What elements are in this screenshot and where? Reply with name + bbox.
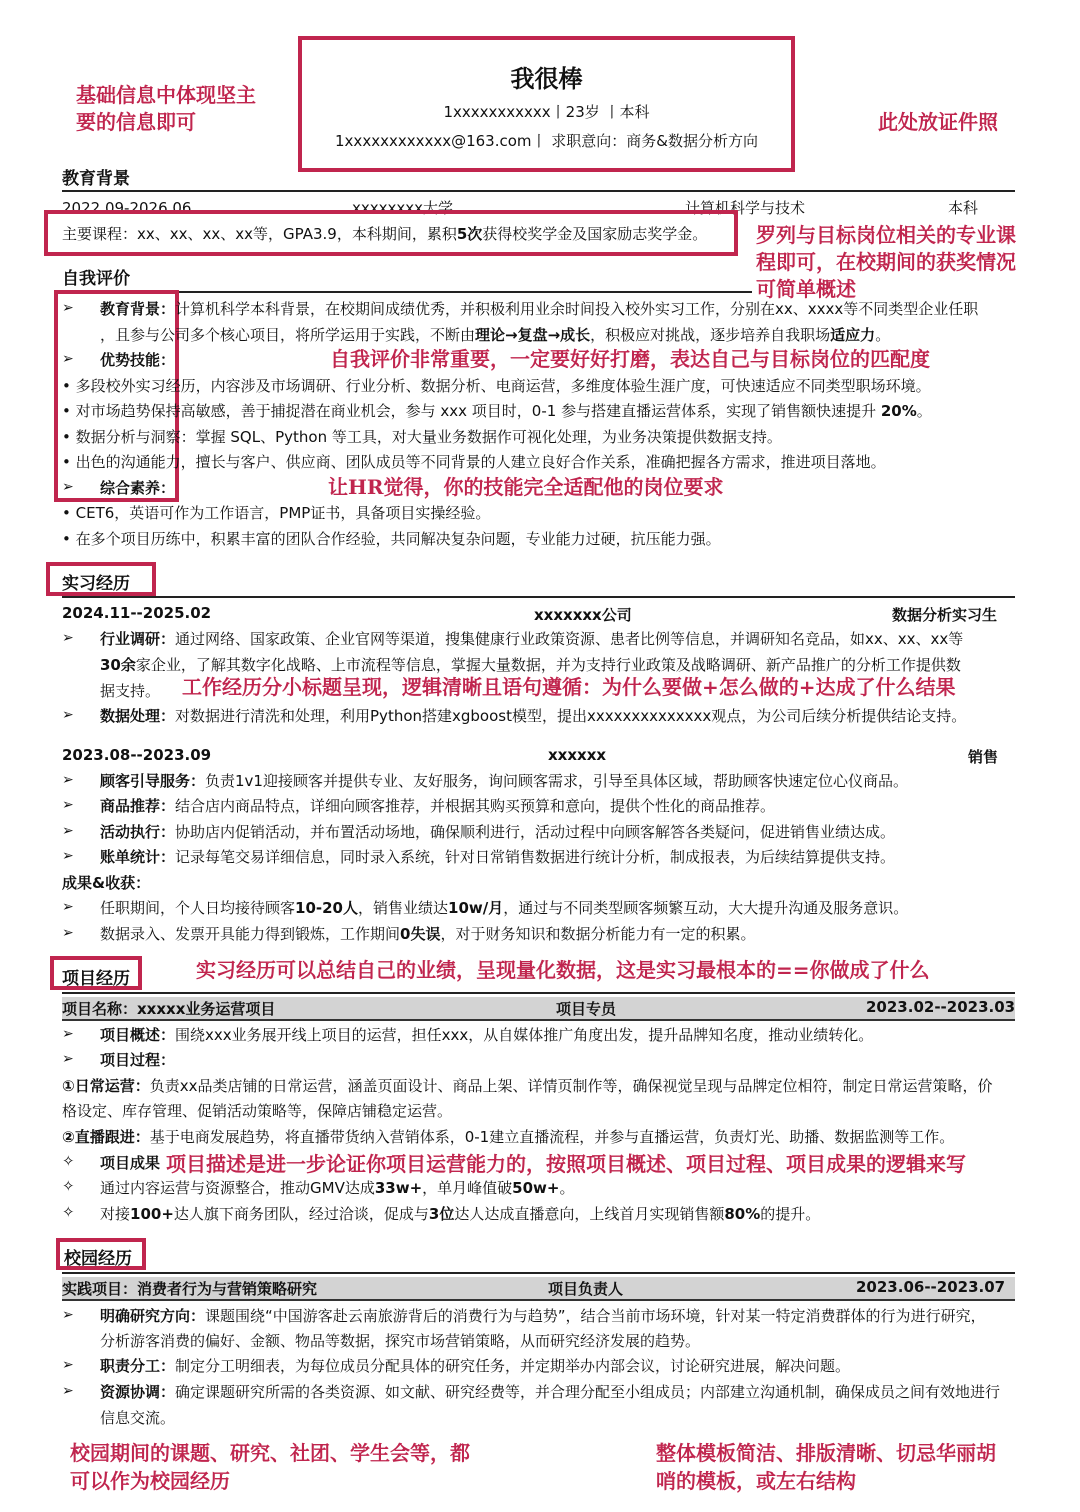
arrow-bullet-icon: ➢: [62, 899, 74, 915]
note-basic-2: 要的信息即可: [76, 110, 196, 134]
arrow-bullet-icon: ➢: [62, 1357, 74, 1373]
section-intern: 实习经历: [62, 574, 130, 594]
arrow-bullet-icon: ➢: [62, 479, 74, 495]
note-hr: 让HR觉得，你的技能完全适配他的岗位要求: [328, 475, 724, 499]
project-res1: 通过内容运营与资源整合，推动GMV达成33w+，单月峰值破50w+。: [100, 1179, 575, 1197]
note-course-3: 可简单概述: [756, 277, 856, 301]
self-skill-1: • 多段校外实习经历，内容涉及市场调研、行业分析、数据分析、电商运营，多维度体验生涯广度，可快速适应不同类型职场环境。: [62, 377, 931, 395]
project-result-label: 项目成果: [100, 1154, 161, 1172]
arrow-bullet-icon: ➢: [62, 351, 74, 367]
divider-intern: [62, 596, 1015, 598]
project-p1-cont: 格设定、库存管理、促销活动策略等，保障店铺稳定运营。: [62, 1102, 453, 1120]
self-comp-2: • 在多个项目历练中，积累丰富的团队合作经验，共同解决复杂问题，专业能力过硬，抗压能力强。: [62, 530, 721, 548]
job1-r2: 数据处理：对数据进行清洗和处理，利用Python搭建xgboost模型，提出xxxxxxxxxxxxxx观点，为公司后续分析提供结论支持。: [100, 707, 967, 725]
note-project: 项目描述是进一步论证你项目运营能力的，按照项目概述、项目过程、项目成果的逻辑来写: [166, 1152, 966, 1176]
project-p2: ②直播跟进：基于电商发展趋势，将直播带货纳入营销体系，0-1建立直播流程，并参与直播运营，负责灯光、助播、数据监测等工作。: [62, 1128, 955, 1146]
project-p1: ①日常运营：负责xx品类店铺的日常运营，涵盖页面设计、商品上架、详情页制作等，确保视觉呈现与品牌定位相符，制定日常运营策略，价: [62, 1077, 993, 1095]
note-work: 工作经历分小标题呈现，逻辑清晰且语句遵循：为什么要做+怎么做的+达成了什么结果: [182, 675, 956, 699]
arrow-bullet-icon: ➢: [62, 1307, 74, 1323]
arrow-bullet-icon: ➢: [62, 925, 74, 941]
self-comp-label: 综合素养：: [100, 479, 176, 497]
arrow-bullet-icon: ➢: [62, 797, 74, 813]
divider-campus: [62, 1272, 1015, 1274]
self-skill-label: 优势技能：: [100, 351, 176, 369]
candidate-name: 我很棒: [510, 65, 583, 93]
job1-r1-cont2: 据支持。: [100, 682, 161, 700]
campus-r2: 职责分工：制定分工明细表，为每位成员分配具体的研究任务，并定期举办内部会议，讨论研究进展，解决问题。: [100, 1357, 851, 1375]
project-overview: 项目概述：围绕xxx业务展开线上项目的运营，担任xxx，从自媒体推广角度出发，提升品牌知名度，推动业绩转化。: [100, 1026, 874, 1044]
job2-r2: 商品推荐：结合店内商品特点，详细向顾客推荐，并根据其购买预算和意向，提供个性化的商品推荐。: [100, 797, 776, 815]
contact-info: 1xxxxxxxxxxxx@163.com丨 求职意向：商务&数据分析方向: [335, 132, 758, 150]
edu-degree: 本科: [948, 199, 979, 217]
diamond-bullet-icon: ✧: [62, 1152, 75, 1170]
section-self-eval: 自我评价: [62, 269, 130, 289]
job2-res2: 数据录入、发票开具能力得到锻炼，工作期间0失误，对于财务知识和数据分析能力有一定的积累。: [100, 925, 756, 943]
arrow-bullet-icon: ➢: [62, 1026, 74, 1042]
note-template-2: 哨的模板，或左右结构: [656, 1469, 856, 1493]
self-comp-1: • CET6，英语可作为工作语言，PMP证书，具备项目实操经验。: [62, 504, 491, 522]
project-header: 项目名称：xxxxx业务运营项目 项目专员 2023.02--2023.03: [62, 998, 1016, 1018]
self-edu: 教育背景：计算机科学本科背景，在校期间成绩优秀，并积极利用业余时间投入校外实习工作，分别在xx、xxxx等不同类型企业任职: [100, 300, 979, 318]
section-campus: 校园经历: [64, 1249, 132, 1269]
section-education: 教育背景: [62, 169, 130, 189]
campus-r3-cont: 信息交流。: [100, 1409, 176, 1427]
note-course-1: 罗列与目标岗位相关的专业课: [756, 223, 1016, 247]
arrow-bullet-icon: ➢: [62, 823, 74, 839]
note-self-eval: 自我评价非常重要，一定要好好打磨，表达自己与目标岗位的匹配度: [330, 347, 930, 371]
edu-date: 2022.09-2026.06: [62, 199, 192, 217]
note-campus-2: 可以作为校园经历: [70, 1469, 230, 1493]
self-skill-2: • 对市场趋势保持高敏感，善于捕捉潜在商业机会，参与 xxx 项目时，0-1 参与搭建直播运营体系，实现了销售额快速提升 20%。: [62, 402, 932, 420]
note-basic-1: 基础信息中体现坚主: [76, 83, 256, 107]
job2-res1: 任职期间，个人日均接待顾客10-20人，销售业绩达10w/月，通过与不同类型顾客频繁互动，大大提升沟通及服务意识。: [100, 899, 909, 917]
self-skill-3: • 数据分析与洞察：掌握 SQL、Python 等工具，对大量业务数据作可视化处理，为业务决策提供数据支持。: [62, 428, 782, 446]
arrow-bullet-icon: ➢: [62, 848, 74, 864]
divider-project: [62, 992, 1015, 994]
arrow-bullet-icon: ➢: [62, 707, 74, 723]
edu-major: 计算机科学与技术: [685, 199, 806, 217]
divider-education: [62, 190, 1015, 192]
arrow-bullet-icon: ➢: [62, 300, 74, 316]
edu-courses: 主要课程：xx、xx、xx、xx等，GPA3.9，本科期间，累积5次获得校奖学金及国家励志奖学金。: [62, 225, 708, 243]
self-skill-4: • 出色的沟通能力，擅长与客户、供应商、团队成员等不同背景的人建立良好合作关系，准确把握各方需求，推进项目落地。: [62, 453, 886, 471]
diamond-bullet-icon: ✧: [62, 1177, 75, 1195]
edu-school: xxxxxxxx大学: [352, 199, 454, 217]
project-res2: 对接100+达人旗下商务团队，经过洽谈，促成与3位达人达成直播意向，上线首月实现销售额80%的提升。: [100, 1205, 821, 1223]
note-intern: 实习经历可以总结自己的业绩，呈现量化数据，这是实习最根本的==你做成了什么: [196, 958, 930, 982]
project-process-label: 项目过程：: [100, 1051, 176, 1069]
campus-header: 实践项目：消费者行为与营销策略研究 项目负责人 2023.06--2023.07: [62, 1278, 1006, 1298]
job1-r1: 行业调研：通过网络、国家政策、企业官网等渠道，搜集健康行业政策资源、患者比例等信息，并调研知名竞品，如xx、xx、xx等: [100, 630, 964, 648]
job2-result-label: 成果&收获：: [62, 874, 151, 892]
diamond-bullet-icon: ✧: [62, 1203, 75, 1221]
note-campus-1: 校园期间的课题、研究、社团、学生会等，都: [70, 1441, 470, 1465]
arrow-bullet-icon: ➢: [62, 772, 74, 788]
job2-r1: 顾客引导服务：负责1v1迎接顾客并提供专业、友好服务，询问顾客需求，引导至具体区域，帮助顾客快速定位心仪商品。: [100, 772, 908, 790]
note-photo: 此处放证件照: [878, 110, 998, 134]
note-template-1: 整体模板简洁、排版清晰、切忌华丽胡: [656, 1441, 996, 1465]
basic-info: 1xxxxxxxxxxx丨23岁 丨本科: [443, 103, 650, 121]
intern-job1-header: 2024.11--2025.02 xxxxxxx公司 数据分析实习生: [62, 604, 998, 624]
note-course-2: 程即可，在校期间的获奖情况: [756, 250, 1016, 274]
campus-r1: 明确研究方向：课题围绕“中国游客赴云南旅游背后的消费行为与趋势”，结合当前市场环境，针对某一特定消费群体的行为进行研究，: [100, 1307, 986, 1325]
campus-r3: 资源协调：确定课题研究所需的各类资源、如文献、研究经费等，并合理分配至小组成员；内部建立沟通机制，确保成员之间有效地进行: [100, 1383, 1001, 1401]
job2-r4: 账单统计：记录每笔交易详细信息，同时录入系统，针对日常销售数据进行统计分析，制成报表，为后续结算提供支持。: [100, 848, 896, 866]
intern-job2-header: 2023.08--2023.09 xxxxxx 销售: [62, 746, 999, 766]
section-project: 项目经历: [62, 969, 130, 989]
campus-r1-cont: 分析游客消费的偏好、金额、物品等数据，探究市场营销策略，从而研究经济发展的趋势。: [100, 1332, 701, 1350]
job1-r1-cont: 30余家企业，了解其数字化战略、上市流程等信息，掌握大量数据，并为支持行业政策及战略调研、新产品推广的分析工作提供数: [100, 656, 961, 674]
arrow-bullet-icon: ➢: [62, 630, 74, 646]
arrow-bullet-icon: ➢: [62, 1051, 74, 1067]
self-edu-cont: ，且参与公司多个核心项目，将所学运用于实践，不断由理论→复盘→成长，积极应对挑战，逐步培养自我职场适应力。: [100, 326, 891, 344]
job2-r3: 活动执行：协助店内促销活动，并布置活动场地，确保顺利进行，活动过程中向顾客解答各类疑问，促进销售业绩达成。: [100, 823, 896, 841]
arrow-bullet-icon: ➢: [62, 1383, 74, 1399]
